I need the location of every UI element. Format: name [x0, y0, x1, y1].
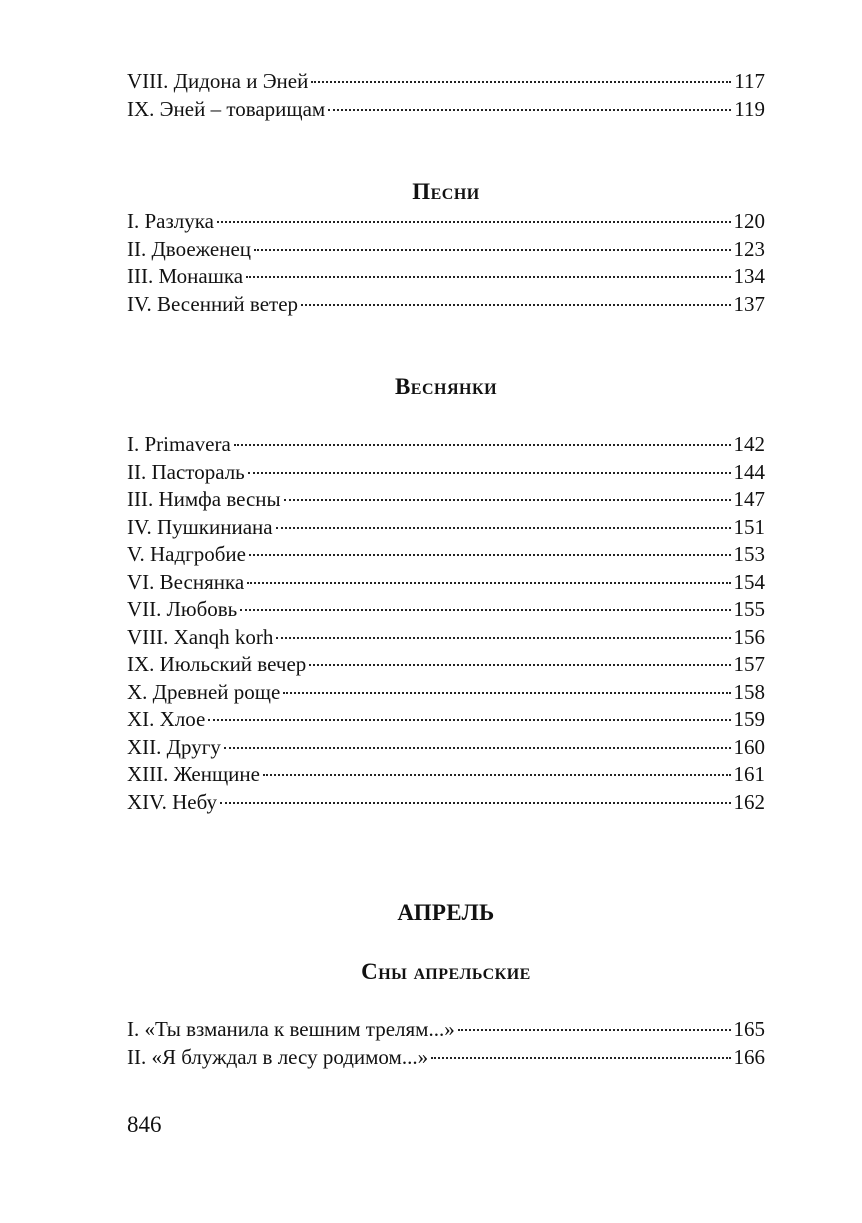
entry-title: IV. Пушкиниана: [127, 514, 273, 539]
entry-page: 147: [733, 487, 765, 511]
entry-title: III. Нимфа весны: [127, 487, 281, 511]
dot-leader: [284, 499, 731, 501]
dot-leader: [431, 1057, 730, 1059]
entry-title: VIII. Дидона и Эней: [127, 69, 309, 93]
toc-entry: [127, 789, 765, 817]
entry-page: 119: [734, 96, 765, 121]
dot-leader: [217, 221, 731, 223]
dot-leader: [249, 554, 731, 556]
entry-title: VII. Любовь: [127, 597, 238, 621]
toc-entry: [127, 514, 765, 542]
toc-entry: [127, 236, 765, 264]
dot-leader: [246, 276, 730, 278]
dot-leader: [254, 249, 730, 251]
dot-leader: [311, 81, 731, 83]
entry-page: 159: [733, 707, 765, 731]
dot-leader: [220, 802, 731, 804]
entry-title: V. Надгробие: [127, 542, 246, 566]
dot-leader: [224, 747, 731, 749]
toc-entry: [127, 431, 765, 459]
toc-songs-section: [127, 208, 765, 318]
dot-leader: [208, 719, 730, 721]
page-number: 846: [127, 1112, 162, 1137]
entry-page: 123: [733, 236, 765, 261]
entry-title: IX. Июльский вечер: [127, 652, 307, 676]
dot-leader: [301, 304, 730, 306]
toc-entry: [127, 291, 765, 319]
dot-leader: [247, 582, 730, 584]
entry-title: XIV. Небу: [127, 789, 217, 814]
entry-page: 151: [733, 514, 765, 539]
entry-page: 154: [733, 569, 765, 594]
entry-page: 155: [733, 597, 765, 621]
entry-page: 120: [733, 209, 765, 233]
entry-page: 160: [733, 734, 765, 759]
dot-leader: [276, 637, 730, 639]
toc-entry: [127, 486, 765, 514]
section-heading-april-dreams: Сны апрельские: [361, 959, 531, 984]
toc-vesnyanki-section: [127, 431, 765, 816]
entry-title: XI. Хлое: [127, 707, 206, 731]
entry-page: 144: [733, 459, 765, 484]
dot-leader: [276, 527, 731, 529]
entry-page: 161: [733, 762, 765, 786]
toc-entry: [127, 651, 765, 679]
entry-page: 162: [733, 789, 765, 814]
toc-entry: [127, 1016, 765, 1044]
entry-title: VIII. Xanqh korh: [127, 624, 274, 649]
toc-entry: [127, 208, 765, 236]
entry-title: VI. Веснянка: [127, 569, 245, 594]
toc-entry: [127, 96, 765, 124]
part-heading-april: АПРЕЛЬ: [397, 900, 495, 925]
entry-page: 157: [733, 652, 765, 676]
entry-title: II. Пастораль: [127, 459, 245, 484]
toc-entry: [127, 596, 765, 624]
entry-title: III. Монашка: [127, 264, 244, 288]
entry-title: I. «Ты взманила к вешним трелям...»: [127, 1017, 455, 1041]
entry-page: 156: [733, 624, 765, 649]
dot-leader: [240, 609, 730, 611]
entry-page: 137: [733, 291, 765, 316]
entry-page: 166: [733, 1044, 765, 1069]
entry-page: 158: [733, 679, 765, 704]
toc-entry: [127, 68, 765, 96]
section-heading-vesnyanki: Веснянки: [394, 374, 498, 399]
dot-leader: [328, 109, 731, 111]
toc-entry: [127, 541, 765, 569]
toc-april-section: [127, 1016, 765, 1071]
entry-title: XIII. Женщине: [127, 762, 260, 786]
toc-entry: [127, 624, 765, 652]
entry-title: I. Разлука: [127, 209, 214, 233]
entry-page: 117: [734, 69, 765, 93]
toc-entry: [127, 679, 765, 707]
toc-top-section: [127, 68, 765, 123]
entry-title: II. «Я блуждал в лесу родимом...»: [127, 1044, 429, 1069]
entry-page: 165: [733, 1017, 765, 1041]
toc-entry: [127, 459, 765, 487]
dot-leader: [283, 692, 730, 694]
entry-page: 142: [733, 432, 765, 456]
toc-entry: [127, 1044, 765, 1072]
toc-entry: [127, 734, 765, 762]
entry-title: IV. Весенний ветер: [127, 291, 299, 316]
entry-title: IX. Эней – товарищам: [127, 96, 326, 121]
entry-page: 134: [733, 264, 765, 288]
dot-leader: [309, 664, 730, 666]
entry-title: II. Двоеженец: [127, 236, 252, 261]
toc-entry: [127, 761, 765, 789]
dot-leader: [234, 444, 731, 446]
section-heading-songs: Песни: [412, 179, 480, 204]
toc-entry: [127, 569, 765, 597]
dot-leader: [248, 472, 731, 474]
entry-title: XII. Другу: [127, 734, 221, 759]
entry-title: X. Древней роще: [127, 679, 281, 704]
entry-title: I. Primavera: [127, 432, 231, 456]
dot-leader: [263, 774, 731, 776]
entry-page: 153: [733, 542, 765, 566]
toc-entry: [127, 706, 765, 734]
dot-leader: [458, 1029, 731, 1031]
toc-entry: [127, 263, 765, 291]
